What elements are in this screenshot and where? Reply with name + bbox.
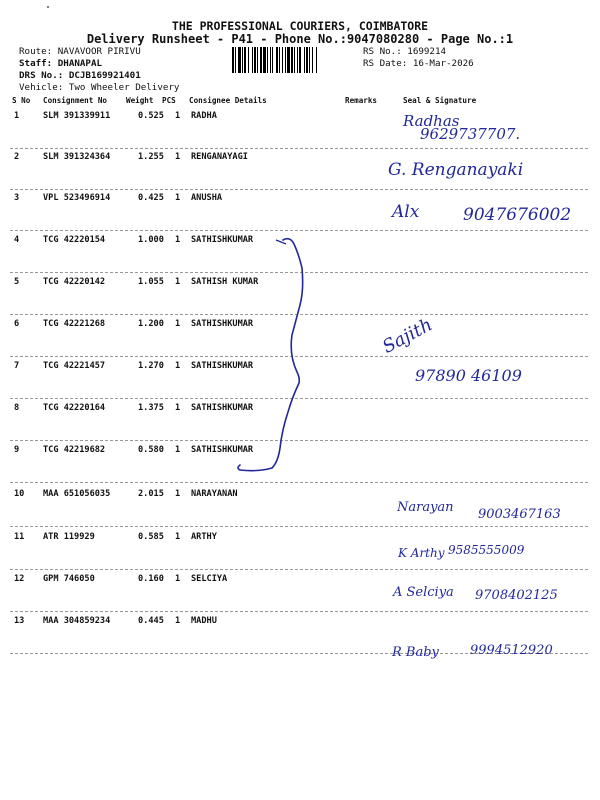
row-weight: 2.015: [138, 489, 164, 499]
row-weight: 0.580: [138, 445, 164, 455]
row-sno: 6: [14, 319, 20, 329]
barcode-bar: [309, 47, 310, 73]
row-pcs: 1: [175, 489, 181, 499]
row-consignee: RENGANAYAGI: [191, 152, 248, 162]
row-consignment: TCG 42220154: [43, 235, 106, 245]
row-sno: 10: [14, 489, 25, 499]
row-sno: 1: [14, 111, 20, 121]
barcode-bar: [294, 47, 295, 73]
row-consignee: ARTHY: [191, 532, 217, 542]
row-sno: 8: [14, 403, 20, 413]
barcode-bar: [232, 47, 234, 73]
barcode-bar: [306, 47, 308, 73]
col-pcs-header: PCS: [162, 96, 176, 105]
row-consignee: SATHISH KUMAR: [191, 277, 259, 287]
row-consignee: SATHISHKUMAR: [191, 319, 254, 329]
barcode-bar: [291, 47, 293, 73]
row-sno: 2: [14, 152, 20, 162]
signature-3: Alx: [392, 202, 420, 222]
table-row: [0, 400, 600, 441]
row-separator: [10, 272, 588, 273]
barcode-bar: [287, 47, 290, 73]
col-consignee-header: Consignee Details: [189, 96, 267, 105]
col-weight-header: Weight: [126, 96, 154, 105]
table-row: [0, 442, 600, 483]
barcode-bar: [272, 47, 273, 73]
runsheet-subtitle: Delivery Runsheet - P41 - Phone No.:9047080280 - Page No.:1: [86, 32, 514, 46]
phone-1: 9629737707.: [420, 125, 521, 143]
row-consignment: TCG 42221457: [43, 361, 106, 371]
signature-1: Radhas: [403, 112, 460, 130]
row-consignee: NARAYANAN: [191, 489, 238, 499]
barcode-bar: [244, 47, 246, 73]
row-separator: [10, 611, 588, 612]
row-sno: 5: [14, 277, 20, 287]
barcode-bar: [285, 47, 286, 73]
barcode-bar: [248, 47, 249, 73]
row-separator: [10, 398, 588, 399]
row-consignment: VPL 523496914: [43, 193, 111, 203]
barcode-bar: [270, 47, 271, 73]
row-weight: 1.000: [138, 235, 164, 245]
row-sno: 11: [14, 532, 25, 542]
row-pcs: 1: [175, 193, 181, 203]
row-separator: [10, 440, 588, 441]
signature-13: R Baby: [392, 645, 439, 660]
row-weight: 0.425: [138, 193, 164, 203]
row-consignee: MADHU: [191, 616, 217, 626]
row-consignment: SLM 391339911: [43, 111, 111, 121]
route-line: [19, 46, 141, 57]
row-consignee: SATHISHKUMAR: [191, 361, 254, 371]
row-weight: 1.255: [138, 152, 164, 162]
signature-11: K Arthy: [398, 546, 445, 560]
row-separator: [10, 482, 588, 483]
row-pcs: 1: [175, 111, 181, 121]
signature-10: Narayan: [397, 500, 454, 515]
barcode: [232, 47, 358, 73]
row-consignee: SELCIYA: [191, 574, 228, 584]
table-row: [0, 274, 600, 315]
phone-3: 9047676002: [463, 205, 572, 225]
row-consignment: TCG 42220164: [43, 403, 106, 413]
row-sno: 13: [14, 616, 25, 626]
row-pcs: 1: [175, 361, 181, 371]
row-sno: 4: [14, 235, 20, 245]
barcode-bar: [252, 47, 253, 73]
table-row: [0, 232, 600, 273]
rs-no-value: 1699214: [407, 46, 447, 57]
row-weight: 0.445: [138, 616, 164, 626]
row-consignment: TCG 42219682: [43, 445, 106, 455]
row-pcs: 1: [175, 532, 181, 542]
signature-2: G. Renganayaki: [388, 160, 524, 180]
route-label: Route:: [19, 46, 53, 57]
row-consignment: MAA 651056035: [43, 489, 111, 499]
row-consignment: MAA 304859234: [43, 616, 111, 626]
row-separator: [10, 526, 588, 527]
barcode-bar: [257, 47, 258, 73]
barcode-bar: [312, 47, 313, 73]
phone-11: 9585555009: [448, 543, 525, 557]
row-separator: [10, 569, 588, 570]
scan-speck: [47, 6, 49, 8]
col-consignment-header: Consignment No: [43, 96, 108, 105]
barcode-bar: [282, 47, 283, 73]
barcode-bar: [263, 47, 266, 73]
barcode-bar: [276, 47, 278, 73]
row-weight: 1.270: [138, 361, 164, 371]
row-pcs: 1: [175, 403, 181, 413]
row-weight: 1.375: [138, 403, 164, 413]
barcode-bar: [267, 47, 268, 73]
row-pcs: 1: [175, 152, 181, 162]
phone-12: 9708402125: [475, 588, 558, 603]
drs-value: DCJB169921401: [68, 70, 141, 81]
staff-value: DHANAPAL: [57, 58, 103, 69]
signature-7: Sajith: [379, 314, 436, 358]
row-weight: 1.055: [138, 277, 164, 287]
row-weight: 0.585: [138, 532, 164, 542]
vehicle-value: Two Wheeler Delivery: [68, 82, 180, 93]
row-sno: 9: [14, 445, 20, 455]
phone-10: 9003467163: [478, 507, 561, 522]
barcode-bar: [235, 47, 236, 73]
row-separator: [10, 230, 588, 231]
vehicle-line: [19, 82, 179, 93]
row-consignment: ATR 119929: [43, 532, 95, 542]
row-pcs: 1: [175, 445, 181, 455]
col-remarks-header: Remarks: [345, 96, 378, 105]
signature-12: A Selciya: [393, 585, 454, 600]
rs-date-line: [363, 58, 474, 69]
phone-7: 97890 46109: [415, 366, 522, 385]
barcode-bar: [299, 47, 301, 73]
barcode-bar: [316, 47, 317, 73]
row-sno: 7: [14, 361, 20, 371]
row-consignee: RADHA: [191, 111, 217, 121]
barcode-bar: [297, 47, 298, 73]
table-row: [0, 316, 600, 357]
row-consignee: SATHISHKUMAR: [191, 403, 254, 413]
row-sno: 12: [14, 574, 25, 584]
rs-no-line: [363, 46, 446, 57]
barcode-bar: [238, 47, 241, 73]
row-pcs: 1: [175, 616, 181, 626]
row-consignee: SATHISHKUMAR: [191, 235, 254, 245]
row-consignment: SLM 391324364: [43, 152, 111, 162]
drs-line: [19, 70, 141, 81]
col-seal-header: Seal & Signature: [403, 96, 477, 105]
row-pcs: 1: [175, 574, 181, 584]
rs-no-label: RS No.:: [363, 46, 402, 57]
row-consignment: TCG 42221268: [43, 319, 106, 329]
staff-line: [19, 58, 102, 69]
rs-date-label: RS Date:: [363, 58, 408, 69]
row-separator: [10, 314, 588, 315]
row-sno: 3: [14, 193, 20, 203]
barcode-bar: [254, 47, 256, 73]
company-title: THE PROFESSIONAL COURIERS, COIMBATORE: [171, 19, 429, 33]
row-weight: 1.200: [138, 319, 164, 329]
barcode-bar: [242, 47, 243, 73]
row-pcs: 1: [175, 277, 181, 287]
row-consignment: TCG 42220142: [43, 277, 106, 287]
row-pcs: 1: [175, 235, 181, 245]
row-weight: 0.160: [138, 574, 164, 584]
row-pcs: 1: [175, 319, 181, 329]
row-separator: [10, 356, 588, 357]
row-consignee: ANUSHA: [191, 193, 223, 203]
barcode-bar: [304, 47, 305, 73]
col-sno-header: S No: [12, 96, 31, 105]
barcode-bar: [260, 47, 262, 73]
route-value: NAVAVOOR PIRIVU: [57, 46, 141, 57]
phone-13: 9994512920: [470, 643, 553, 658]
rs-date-value: 16-Mar-2026: [412, 58, 474, 69]
barcode-bar: [279, 47, 280, 73]
drs-label: DRS No.:: [19, 70, 64, 81]
vehicle-label: Vehicle:: [19, 82, 64, 93]
row-consignee: SATHISHKUMAR: [191, 445, 254, 455]
row-consignment: GPM 746050: [43, 574, 95, 584]
staff-label: Staff:: [19, 58, 53, 69]
row-weight: 0.525: [138, 111, 164, 121]
